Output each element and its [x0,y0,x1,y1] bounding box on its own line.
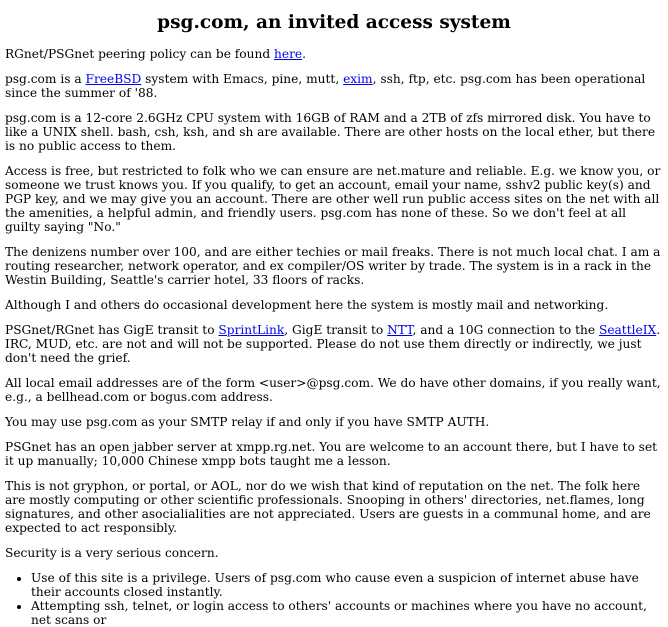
development-paragraph: Although I and others do occasional development here the system is mostly mail and networking. [5,298,609,312]
freebsd-link[interactable]: FreeBSD [85,72,142,86]
access-paragraph: Access is free, but restricted to folk who we can ensure are net.mature and reliable. E.g. we know you, or someone we trust knows you. If you qualify, to get an account, email your name, sshv2 public key(s) and PGP key, and we may give you an account. There are other well run public access sites on the net with all the amenities, a helpful admin, and friendly users. psg.com has none of these. So we don't feel at all guilty saying "No." [5,164,661,234]
conduct-paragraph: This is not gryphon, or portal, or AOL, nor do we wish that kind of reputation on the net. The folk here are mostly computing or other scientific professionals. Snooping in others' directories, net.flames, long signatures, and other asocialialities are not appreciated. Users are guests in a communal home, and are expected to act responsibly. [5,479,651,535]
security-list [5,571,663,627]
security-paragraph: Security is a very serious concern. [5,546,219,560]
system-paragraph [5,72,663,100]
system-text-1: psg.com is a [5,72,86,86]
hardware-paragraph: psg.com is a 12-core 2.6GHz CPU system with 16GB of RAM and a 2TB of zfs mirrored disk. You have to like a UNIX shell. bash, csh, ksh, and sh are available. There are other hosts on the local ether, but there is no public access to them. [5,111,656,153]
email-paragraph: All local email addresses are of the form <user>@psg.com. We do have other domains, if you really want, e.g., a bellhead.com or bogus.com address. [5,376,661,404]
page-content [0,13,668,627]
jabber-paragraph: PSGnet has an open jabber server at xmpp.rg.net. You are welcome to an account there, but I have to set it up manually; 10,000 Chinese xmpp bots taught me a lesson. [5,440,658,468]
smtp-paragraph: You may use psg.com as your SMTP relay if and only if you have SMTP AUTH. [5,415,490,429]
system-text-3: , ssh, ftp, etc. psg.com has been operational since the summer of '88. [5,72,646,100]
peering-paragraph [5,47,663,61]
transit-text-4: . IRC, MUD, etc. are not and will not be supported. Please do not use them directly or indirectly, we just don't need the grief. [5,323,661,365]
page-title: psg.com, an invited access system [157,12,511,33]
transit-text-3: , and a 10G connection to the [412,323,599,337]
list-item: • Attempting ssh, telnet, or login access to others' accounts or machines where you have no account, net scans or [31,599,663,627]
sprintlink-link[interactable]: SprintLink [218,323,285,337]
peering-text: RGnet/PSGnet peering policy can be found [5,47,275,61]
peering-text-end: . [302,47,307,61]
system-text-2: system with Emacs, pine, mutt, [141,72,344,86]
seattleix-link[interactable]: SeattleIX [598,323,657,337]
transit-text-2: , GigE transit to [284,323,388,337]
peering-policy-link[interactable]: here [274,47,303,61]
ntt-link[interactable]: NTT [387,323,413,337]
exim-link[interactable]: exim [343,72,373,86]
list-item: • Use of this site is a privilege. Users of psg.com who cause even a suspicion of internet abuse have their accounts closed instantly. [31,571,663,599]
denizens-paragraph: The denizens number over 100, and are either techies or mail freaks. There is not much local chat. I am a routing researcher, network operator, and ex compiler/OS writer by trade. The system is in a rack in the Westin Building, Seattle's carrier hotel, 33 floors of racks. [5,245,661,287]
transit-paragraph [5,323,663,365]
transit-text-1: PSGnet/RGnet has GigE transit to [5,323,219,337]
